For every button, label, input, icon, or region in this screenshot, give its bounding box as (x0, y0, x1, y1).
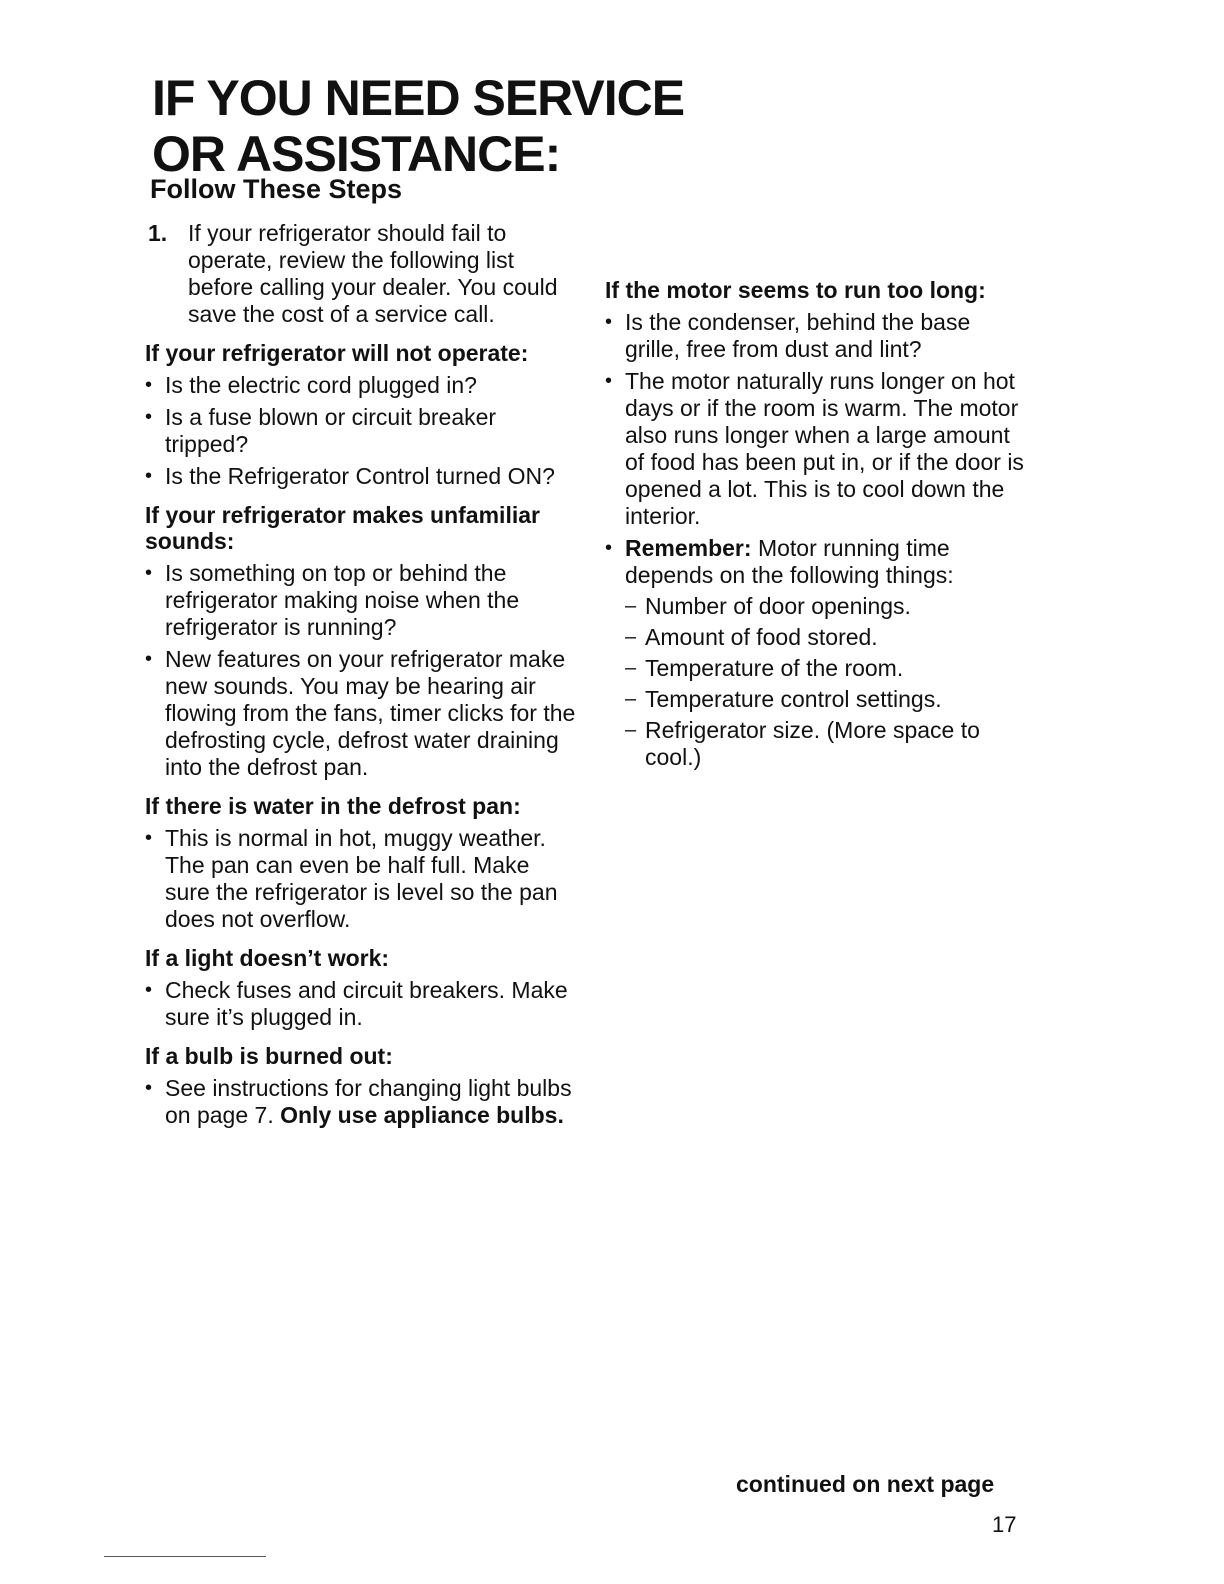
bullet-item: • Is something on top or behind the refrigerator making noise when the refrigerator is running? (143, 560, 578, 641)
step-text: If your refrigerator should fail to operate, review the following list before calling your dealer. You could save the cost of a service call. (188, 220, 558, 327)
bullet-item: • Is the condenser, behind the base grille, free from dust and lint? (603, 309, 1028, 363)
dash-list (625, 593, 1028, 771)
bullet-list (138, 1075, 578, 1129)
bullet-list (138, 977, 578, 1031)
section-will-not-operate (138, 340, 578, 490)
section-unfamiliar-sounds (138, 502, 578, 781)
bullet-list (138, 372, 578, 490)
bullet-item: • Check fuses and circuit breakers. Make sure it’s plugged in. (143, 977, 578, 1031)
page-title-line-2: OR ASSISTANCE: (152, 126, 561, 182)
bullet-item-remember (603, 535, 1028, 771)
page-number: 17 (992, 1512, 1017, 1537)
bullet-bold-text: Only use appliance bulbs. (280, 1102, 564, 1128)
bullet-item: • New features on your refrigerator make new sounds. You may be hearing air flowing from the fans, timer clicks for the defrosting cycle, defrost water draining into the defrost pan. (143, 646, 578, 781)
bullet-item: • Is the Refrigerator Control turned ON? (143, 463, 578, 490)
bullet-text: See instructions for changing light bulbs on page 7. (165, 1075, 572, 1128)
page-title-line-1: IF YOU NEED SERVICE (152, 70, 685, 126)
section-heading: If a bulb is burned out: (145, 1043, 393, 1069)
continued-note: continued on next page (736, 1471, 995, 1497)
step-1 (148, 220, 578, 328)
bullet-list (138, 560, 578, 781)
section-light-not-working (138, 945, 578, 1031)
dash-item: – Refrigerator size. (More space to cool.) (625, 717, 1028, 771)
section-heading-motor: If the motor seems to run too long: (605, 277, 986, 303)
remember-label: Remember: (625, 535, 752, 561)
bullet-item: • Is a fuse blown or circuit breaker tripped? (143, 404, 578, 458)
bullet-list (598, 309, 1028, 771)
bullet-item: • This is normal in hot, muggy weather. The pan can even be half full. Make sure the refrigerator is level so the pan does not overflow. (143, 825, 578, 933)
footer-rule (104, 1556, 266, 1557)
section-bulb-burned-out (138, 1043, 578, 1129)
step-number: 1. (148, 220, 168, 246)
section-heading: If a light doesn’t work: (145, 945, 390, 971)
page-title (152, 70, 684, 182)
section-heading: If your refrigerator will not operate: (145, 340, 529, 366)
section-heading: If there is water in the defrost pan: (145, 793, 521, 819)
left-column (138, 220, 578, 1134)
bullet-list (138, 825, 578, 933)
dash-item: – Temperature control settings. (625, 686, 1028, 713)
dash-item: – Number of door openings. (625, 593, 1028, 620)
bullet-item: • Is the electric cord plugged in? (143, 372, 578, 399)
page-subtitle: Follow These Steps (150, 174, 403, 204)
section-water-in-pan (138, 793, 578, 933)
right-column (598, 277, 1028, 776)
dash-item: – Amount of food stored. (625, 624, 1028, 651)
remember-text: Motor running time depends on the following things: (625, 535, 954, 588)
dash-item: – Temperature of the room. (625, 655, 1028, 682)
section-heading: If your refrigerator makes unfamiliar sounds: (145, 502, 540, 554)
bullet-item: • The motor naturally runs longer on hot days or if the room is warm. The motor also runs longer when a large amount of food has been put in, or if the door is opened a lot. This is to cool down the interior. (603, 368, 1028, 530)
bullet-item (143, 1075, 578, 1129)
